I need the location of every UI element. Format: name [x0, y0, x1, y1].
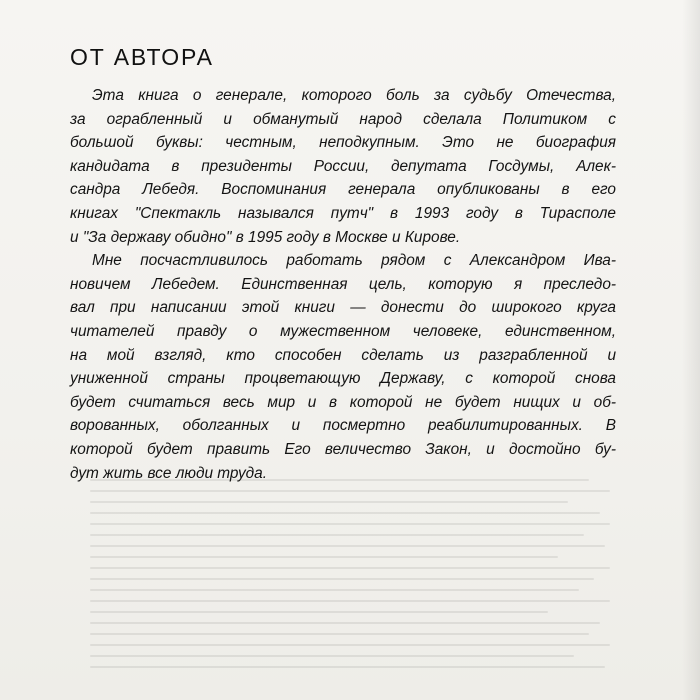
text-line: униженной страны процветающую Державу, с которой снова — [70, 370, 616, 388]
section-heading: ОТ АВТОРА — [70, 44, 214, 70]
text-line: дут жить все люди труда. — [70, 464, 268, 482]
text-line: сандра Лебедя. Воспоминания генерала опубликованы в его — [70, 181, 616, 199]
text-line: вал при написании этой книги — донести до широкого круга — [70, 299, 616, 317]
text-line: которой будет править Его величество Закон, и достойно бу- — [70, 440, 616, 458]
text-line: Мне посчастливилось работать рядом с Александром Ива- — [92, 252, 616, 270]
text-line: Эта книга о генерале, которого боль за судьбу Отечества, — [92, 87, 616, 104]
text-line: новичем Лебедем. Единственная цель, которую я преследо- — [70, 275, 616, 293]
text-line: читателей правду о мужественном человеке, единственном, — [70, 322, 616, 340]
text-line: книгах "Спектакль назывался путч" в 1993 году в Тирасполе — [70, 204, 616, 222]
text-line: на мой взгляд, кто способен сделать из разграбленной и — [70, 346, 616, 364]
text-line: и "За державу обидно" в 1995 году в Москве и Кирове. — [70, 228, 461, 246]
text-line: большой буквы: честным, неподкупным. Это не биография — [70, 134, 616, 152]
text-line: ворованных, оболганных и посмертно реабилитированных. В — [70, 417, 616, 435]
text-line: кандидата в президенты России, депутата Госдумы, Алек- — [70, 157, 616, 175]
bleed-through-texture — [90, 470, 610, 700]
page-edge-shadow — [682, 0, 700, 700]
body-text — [70, 84, 616, 485]
paragraph-1 — [70, 84, 616, 249]
paragraph-2 — [70, 249, 616, 485]
text-line: за ограбленный и обманутый народ сделала Политиком с — [70, 110, 616, 128]
text-line: будет считаться весь мир и в которой не будет нищих и об- — [70, 393, 616, 411]
